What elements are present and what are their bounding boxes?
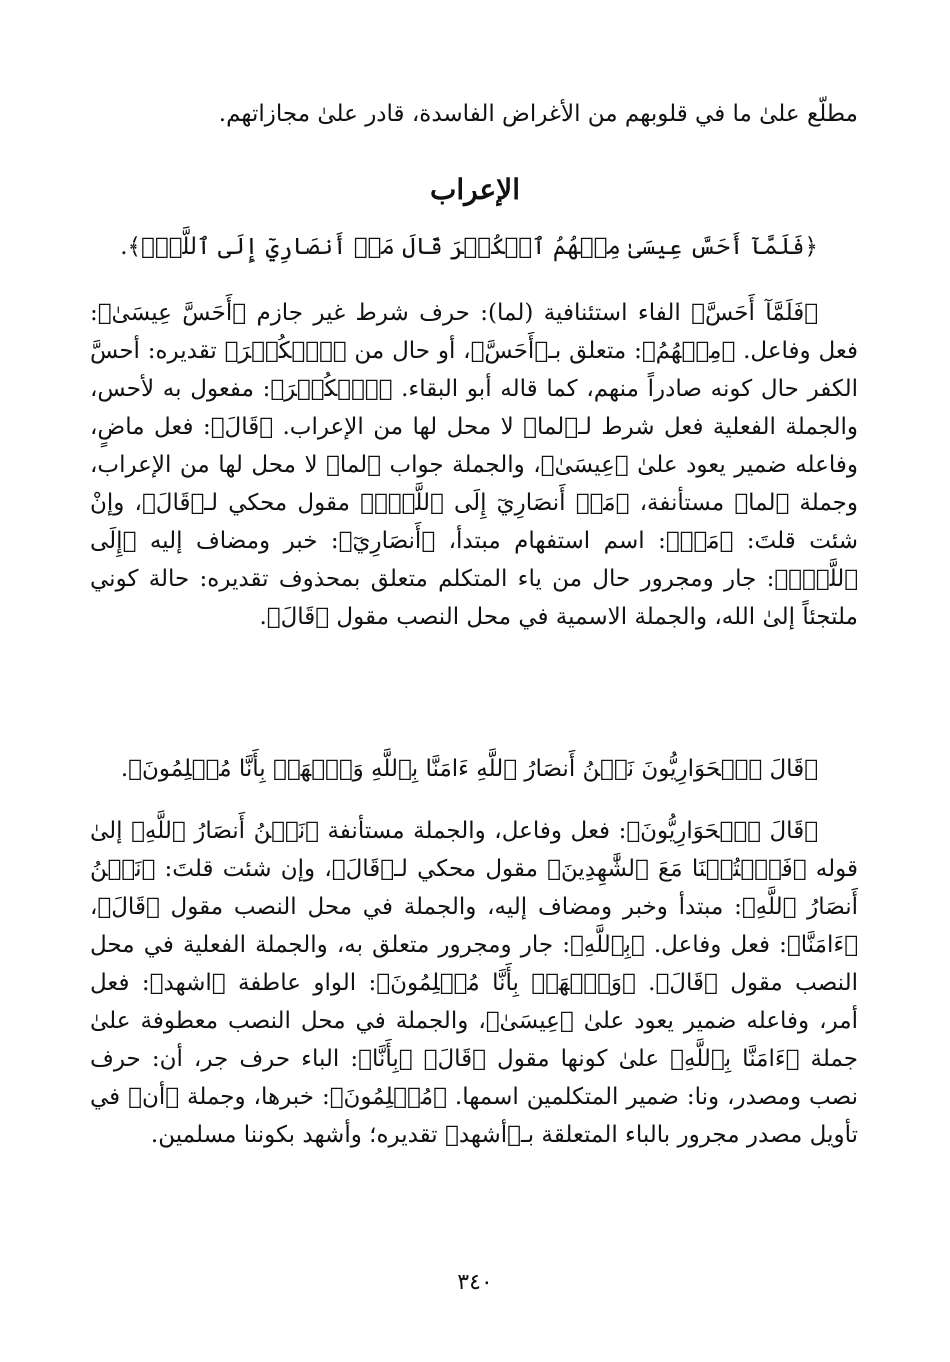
section-heading: الإعراب bbox=[429, 173, 521, 206]
paragraph-1: ﴿فَلَمَّآ أَحَسَّ﴾ الفاء استئنافية (لما): حرف شرط غير جازم ﴿أَحَسَّ عِيسَىٰ﴾: فعل وفاعل. ﴿مِنۡهُمُ﴾: متعلق بـ﴿أَحَسَّ﴾، أو حال من ﴿ٱلۡكُفۡرَ﴾ تقديره: أحسَّ الكفر حال كونه صادراً منهم، كما قاله أبو البقاء. ﴿ٱلۡكُفۡرَ﴾: مفعول به لأحس، والجملة الفعلية فعل شرط لـ﴿لما﴾ لا محل لها من الإعراب. ﴿قَالَ﴾: فعل ماضٍ، وفاعله ضمير يعود علىٰ ﴿عِيسَىٰ﴾، والجملة جواب ﴿لما﴾ لا محل لها من الإعراب، وجملة ﴿لما﴾ مستأنفة، ﴿مَنۡ أَنصَارِيٓ إِلَى ٱللَّهِۖ﴾ مقول محكي لـ﴿قَالَ﴾، وإنْ شئت قلتَ: ﴿مَنۡ﴾: اسم استفهام مبتدأ، ﴿أَنصَارِيٓ﴾: خبر ومضاف إليه ﴿إِلَى ٱللَّهِۖ﴾: جار ومجرور حال من ياء المتكلم متعلق بمحذوف تقديره: حالة كوني ملتجئاً إلىٰ الله، والجملة الاسمية في محل النصب مقول ﴿قَالَ﴾. bbox=[90, 300, 858, 630]
intro-text: مطلّع علىٰ ما في قلوبهم من الأغراض الفاسدة، قادر علىٰ مجازاتهم. bbox=[218, 101, 858, 127]
page-number: ٣٤٠ bbox=[457, 1270, 493, 1295]
verse-2: ﴿قَالَ ٱلۡحَوَارِيُّونَ نَحۡنُ أَنصَارُ ٱللَّهِ ءَامَنَّا بِٱللَّهِ وَٱشۡهَدۡ بِأَنَّا مُسۡلِمُونَ﴾. bbox=[120, 756, 818, 782]
verse-1: ﴿فَلَمَّآ أَحَسَّ عِيسَىٰ مِنۡهُمُ ٱلۡكُفۡرَ قَالَ مَنۡ أَنصَارِيٓ إِلَى ٱللَّهِۖ﴾. bbox=[120, 234, 818, 260]
paragraph-2: ﴿قَالَ ٱلۡحَوَارِيُّونَ﴾: فعل وفاعل، والجملة مستأنفة ﴿نَحۡنُ أَنصَارُ ٱللَّهِ﴾ إلىٰ قوله ﴿فَٱكۡتُبۡنَا مَعَ ٱلشَّٰهِدِينَ﴾ مقول محكي لـ﴿قَالَ﴾، وإن شئت قلتَ: ﴿نَحۡنُ أَنصَارُ ٱللَّهِ﴾: مبتدأ وخبر ومضاف إليه، والجملة في محل النصب مقول ﴿قَالَ﴾، ﴿ءَامَنَّا﴾: فعل وفاعل. ﴿بِٱللَّهِ﴾: جار ومجرور متعلق به، والجملة الفعلية في محل النصب مقول ﴿قَالَ﴾. ﴿وَٱشۡهَدۡ بِأَنَّا مُسۡلِمُونَ﴾: الواو عاطفة ﴿اشهد﴾: فعل أمر، وفاعله ضمير يعود علىٰ ﴿عِيسَىٰ﴾، والجملة في محل النصب معطوفة علىٰ جملة ﴿ءَامَنَّا بِٱللَّهِ﴾ علىٰ كونها مقول ﴿قَالَ﴾ ﴿بِأَنَّا﴾: الباء حرف جر، أن: حرف نصب ومصدر، ونا: ضمير المتكلمين اسمها. ﴿مُسۡلِمُونَ﴾: خبرها، وجملة ﴿أن﴾ في تأويل مصدر مجرور بالباء المتعلقة بـ﴿أشهد﴾ تقديره؛ وأشهد بكوننا مسلمين. bbox=[90, 818, 858, 1148]
